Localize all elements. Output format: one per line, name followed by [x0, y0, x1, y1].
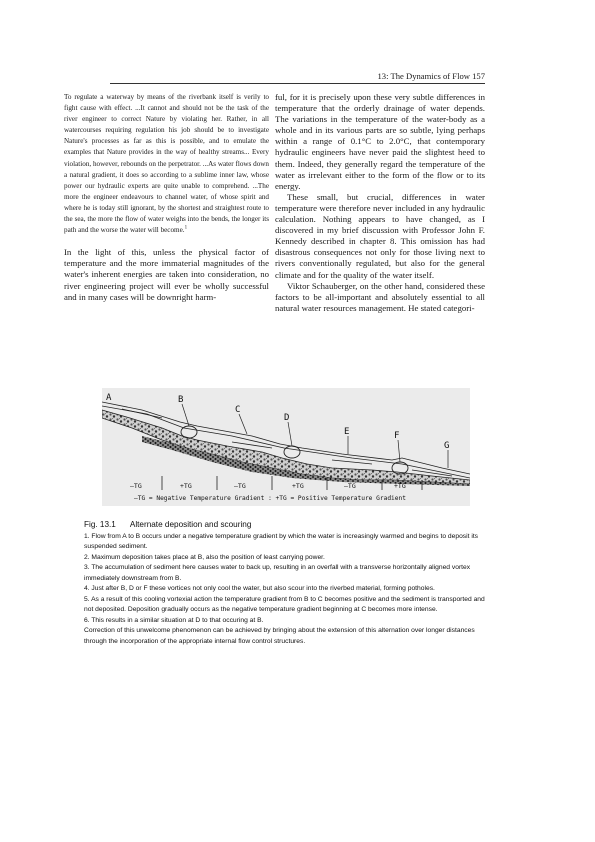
point-label-A: A: [106, 393, 112, 403]
figure-title: Alternate deposition and scouring: [129, 520, 252, 529]
quote-text: To regulate a waterway by means of the riverbank itself is verily to fight cause with effect. ...It cannot and should not be the task of the river engineer to correct Nature by violating her. Rather, in all watercourses requiring regulation his job should be to investigate Nature's processes as far as this is possible, and to emulate the examples that Nature provides in the way of healthy streams... Every violation, however, rebounds on the perpetrator. ...As water flows down a natural gradient, it does so according to a sublime inner law, whose power our hydraulic experts are quite unable to comprehend. ...The more the engineer endeavours to channel water, of whose spirit and where he is today still ignorant, by the shortest and straightest route to the sea, the more the flow of water weighs into the bends, the longer its path and the worse the water will become.: [64, 93, 269, 235]
gradient-label: —TG: [344, 482, 356, 490]
point-label-F: F: [394, 431, 400, 441]
gradient-label: —TG: [234, 482, 246, 490]
figure-number: Fig. 13.1: [84, 520, 116, 529]
gradient-label: +TG: [292, 482, 304, 490]
left-column: [64, 92, 269, 303]
right-column: [275, 92, 485, 314]
body-paragraph: Viktor Schauberger, on the other hand, considered these factors to be all-important and absolutely essential to all natural water resources management. He stated categori-: [275, 280, 485, 313]
gradient-label: +TG: [180, 482, 192, 490]
caption-title: [84, 520, 494, 531]
body-paragraph: In the light of this, unless the physical factor of temperature and the more immaterial magnitudes of the water's inherent energies are taken into consideration, no river engineering project will ever be wholly successful and in many cases will be downright harm-: [64, 247, 269, 302]
caption-item: 5. As a result of this cooling vortexial action the temperature gradient from B to C becomes positive and the sediment is transported and not deposited. Deposition gradually occurs as the negative temperature gradient beginning at C becomes more intense.: [84, 595, 485, 613]
river-profile-figure: [102, 388, 470, 506]
caption-item: 2. Maximum deposition takes place at B, also the position of least carrying power.: [84, 553, 325, 561]
block-quote: [64, 92, 269, 236]
header-rule: [110, 83, 485, 84]
caption-item: 6. This results in a similar situation at D to that occuring at B.: [84, 616, 264, 624]
gradient-label: +TG: [394, 482, 406, 490]
caption-item: 3. The accumulation of sediment here causes water to back up, resulting in an overfall with a transverse horizontally aligned vortex immediately downstream from B.: [84, 564, 471, 582]
point-label-E: E: [344, 427, 350, 437]
caption-item: Correction of this unwelcome phenomenon can be achieved by bringing about the extension of this alternation over longer distances through the incorporation of the appropriate internal flow control structures.: [84, 627, 475, 645]
point-label-D: D: [284, 413, 290, 423]
caption-item: 4. Just after B, D or F these vortices not only cool the water, but also scour into the riverbed material, forming potholes.: [84, 585, 435, 592]
gradient-label: —TG: [130, 482, 142, 490]
gradient-legend: —TG = Negative Temperature Gradient : +TG = Positive Temperature Gradient: [134, 495, 406, 502]
point-label-C: C: [235, 405, 241, 415]
caption-item: 1. Flow from A to B occurs under a negative temperature gradient by which the water is increasingly warmed and begins to deposit its suspended sediment.: [84, 532, 479, 550]
running-head: 13: The Dynamics of Flow 157: [377, 71, 485, 81]
point-label-G: G: [444, 441, 450, 451]
figure-caption: [84, 520, 494, 647]
body-paragraph: ful, for it is precisely upon these very subtle differences in temperature that the orderly drainage of water depends. The variations in the temperature of the water-body as a whole and in its various parts are so subtle, lying perhaps within a range of 0.1°C to 2.0°C, that contemporary hydraulic engineers have never paid the slightest heed to them. Indeed, they generally regard the temperature of the water as irrelevant either to the form of the flow or to its energy.: [275, 92, 485, 191]
body-paragraph: These small, but crucial, differences in water temperature were therefore never included in any hydraulic calculation. Nothing appears to have changed, as I discovered in my brief discussion with Professor John F. Kennedy described in chapter 8. This omission has had disastrous consequences not only for those living next to rivers conventionally regulated, but also for the general climate and for the quality of the water itself.: [275, 191, 485, 280]
footnote-mark: 1: [184, 225, 188, 231]
point-label-B: B: [178, 395, 184, 405]
